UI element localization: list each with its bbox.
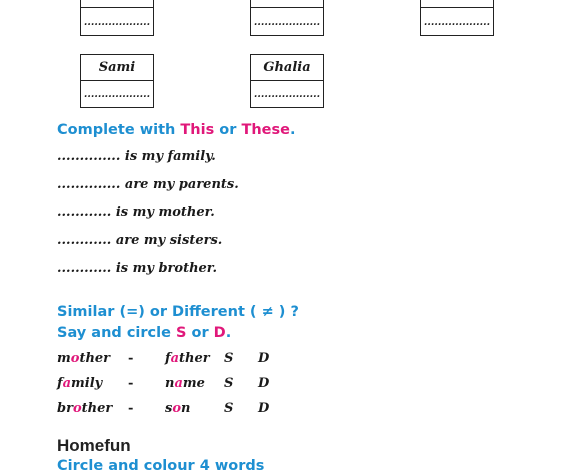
name-box-blank[interactable]: ................... (423, 16, 491, 28)
letter-d: D (213, 325, 226, 341)
answer-blank[interactable]: .............. (57, 149, 121, 164)
circle-option-s[interactable]: S (224, 351, 234, 366)
answer-blank[interactable]: .............. (57, 177, 121, 192)
name-box-label (421, 0, 493, 8)
name-box-blank[interactable]: ................... (253, 16, 321, 28)
sentence-text: are my parents. (120, 177, 239, 192)
exercise2-heading-line2 (57, 325, 231, 341)
answer-blank[interactable]: ............ (57, 261, 112, 276)
name-box-partial-1 (80, 0, 154, 36)
sentence-4 (57, 233, 222, 248)
word-right: father (165, 351, 210, 366)
sentence-5 (57, 261, 217, 276)
sentence-1 (57, 149, 216, 164)
sentence-text: is my mother. (111, 205, 215, 220)
name-box-partial-3 (420, 0, 494, 36)
word-left: mother (57, 351, 111, 366)
word-right: name (165, 376, 205, 391)
name-box-blank[interactable]: ................... (83, 88, 151, 100)
heading-text: or (186, 325, 214, 341)
circle-option-s[interactable]: S (224, 376, 234, 391)
sentence-text: is my brother. (111, 261, 217, 276)
name-box-sami (80, 54, 154, 108)
heading-text: Say and circle (57, 325, 176, 341)
heading-text: . (225, 325, 232, 341)
word-left: family (57, 376, 103, 391)
circle-option-d[interactable]: D (258, 376, 270, 391)
sentence-text: is my family. (120, 149, 216, 164)
word-this: This (180, 122, 215, 138)
name-box-ghalia (250, 54, 324, 108)
name-box-label (251, 0, 323, 8)
name-box-blank[interactable]: ................... (253, 88, 321, 100)
circle-option-d[interactable]: D (258, 351, 270, 366)
name-box-label: Sami (81, 55, 153, 81)
homefun-subtitle: Circle and colour 4 words (57, 458, 265, 474)
letter-s: S (175, 325, 187, 341)
exercise1-heading (57, 122, 295, 138)
name-box-partial-2 (250, 0, 324, 36)
exercise2-heading-line1: Similar (=) or Different ( ≠ ) ? (57, 304, 299, 320)
sentence-2 (57, 177, 239, 192)
circle-option-s[interactable]: S (224, 401, 234, 416)
heading-text: or (214, 122, 242, 138)
name-box-label: Ghalia (251, 55, 323, 81)
word-right: son (165, 401, 191, 416)
name-box-label (81, 0, 153, 8)
name-box-blank[interactable]: ................... (83, 16, 151, 28)
heading-text: . (289, 122, 296, 138)
sentence-3 (57, 205, 215, 220)
pair-dash: - (128, 401, 134, 416)
answer-blank[interactable]: ............ (57, 205, 112, 220)
sentence-text: are my sisters. (111, 233, 223, 248)
homefun-title: Homefun (57, 436, 131, 455)
pair-dash: - (128, 351, 134, 366)
word-these: These (241, 122, 290, 138)
answer-blank[interactable]: ............ (57, 233, 112, 248)
pair-dash: - (128, 376, 134, 391)
heading-text: Complete with (57, 122, 181, 138)
word-left: brother (57, 401, 113, 416)
circle-option-d[interactable]: D (258, 401, 270, 416)
